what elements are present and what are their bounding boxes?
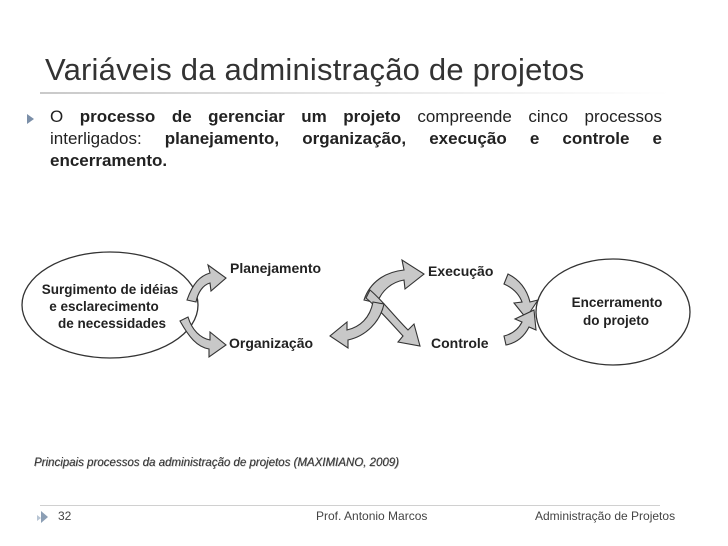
bullet-text-part1: O — [50, 107, 80, 126]
closure-oval-line1: Encerramento — [571, 295, 663, 310]
label-organizacao: Organização — [229, 335, 314, 351]
closure-oval-line2: do projeto — [583, 313, 649, 328]
slide-number: 32 — [58, 509, 72, 523]
label-controle: Controle — [431, 335, 489, 351]
arrow-controle-to-encerramento-icon — [504, 310, 536, 345]
arrow-to-planejamento-icon — [187, 265, 226, 302]
figure-caption: Principais processos da administração de projetos (MAXIMIANO, 2009) — [34, 457, 399, 469]
footer-arrow-icon — [41, 511, 48, 523]
slide-title: Variáveis da administração de projetos — [45, 52, 585, 87]
origin-oval-line1: Surgimento de idéias — [41, 282, 179, 297]
origin-oval-line3: de necessidades — [57, 316, 167, 331]
bullet-text-part2: compreende cinco processos interligados: — [50, 107, 663, 148]
footer-divider — [40, 505, 660, 506]
footer-course: Administração de Projetos — [535, 509, 676, 523]
origin-oval-line2: e esclarecimento — [49, 299, 159, 314]
label-execucao: Execução — [428, 263, 494, 279]
arrow-to-organizacao-back-icon — [330, 302, 384, 348]
bullet-text-bold1: processo de gerenciar um projeto — [79, 107, 401, 126]
closure-oval — [536, 259, 690, 365]
bullet-text-bold2: planejamento, organização, execução e controle e encerramento. — [50, 129, 662, 170]
arrow-to-organizacao-icon — [180, 317, 226, 357]
label-planejamento: Planejamento — [230, 260, 322, 276]
footer-author: Prof. Antonio Marcos — [316, 509, 428, 523]
